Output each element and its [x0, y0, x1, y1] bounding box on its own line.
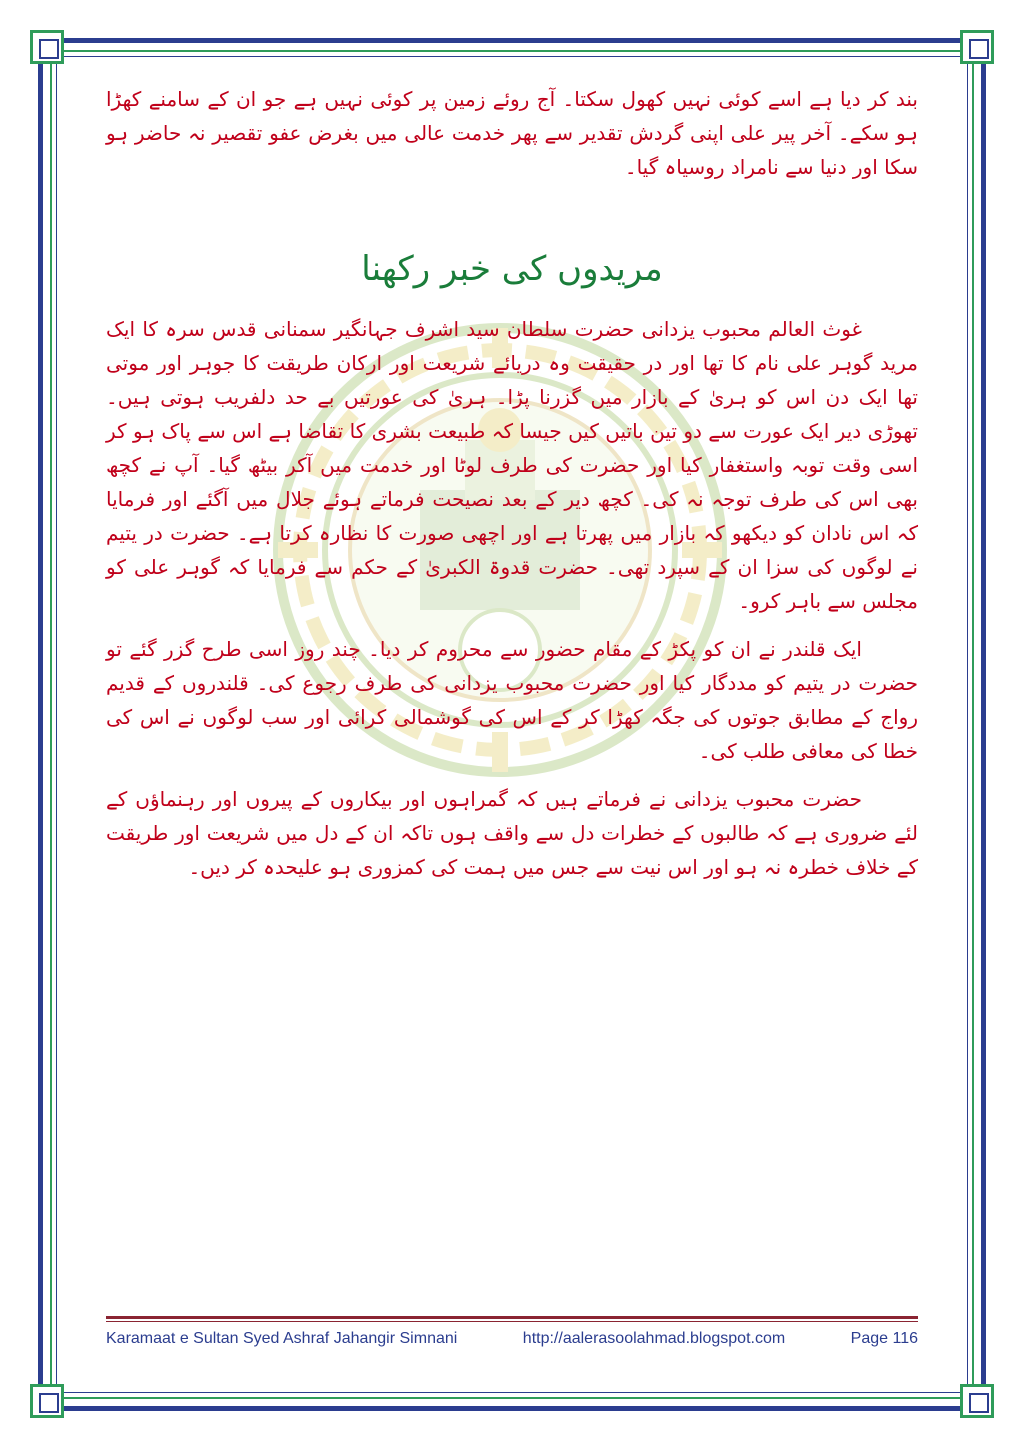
corner-ornament-icon — [960, 1384, 994, 1418]
section-heading: مریدوں کی خبر رکھنا — [361, 249, 663, 289]
page-footer — [106, 1328, 918, 1350]
corner-ornament-icon — [960, 30, 994, 64]
paragraph-3: حضرت محبوب یزدانی نے فرماتے ہیں کہ گمراہوں اور بیکاروں کے پیروں اور رہنماؤں کے لئے ضروری ہے کہ طالبوں کے خطرات دل سے واقف ہوں تاکہ ان کے دل میں شریعت اور طریقت کے خلاف خطرہ نہ ہو اور اس نیت سے جس میں ہمت کی کمزوری ہو علیحدہ کر دیں۔ — [106, 787, 918, 879]
paragraph-2: ایک قلندر نے ان کو پکڑ کے مقام حضور سے محروم کر دیا۔ چند روز اسی طرح گزر گئے تو حضرت در یتیم کو مددگار کیا اور حضرت محبوب یزدانی کی طرف رجوع کی۔ قلندروں کے قدیم رواج کے مطابق جوتوں کی جگہ کھڑا کر کے اس کی گوشمالی کرائی اور سب لوگوں نے اس کی خطا کی معافی طلب کی۔ — [106, 637, 918, 763]
paragraph-top: بند کر دیا ہے اسے کوئی نہیں کھول سکتا۔ آج روئے زمین پر کوئی نہیں ہے جو ان کے سامنے کھڑا ہو سکے۔ آخر پیر علی اپنی گردش تقدیر سے پھر خدمت عالی میں بغرض عفو تقصیر نہ حاضر ہو سکا اور دنیا سے نامراد روسیاہ گیا۔ — [106, 87, 918, 179]
footer-rule-thin — [106, 1321, 918, 1322]
corner-ornament-icon — [30, 1384, 64, 1418]
footer-rule — [106, 1316, 918, 1319]
paragraph-1: غوث العالم محبوب یزدانی حضرت سلطان سید اشرف جہانگیر سمنانی قدس سرہ کا ایک مرید گوہر علی نام کا تھا اور در حقیقت وہ دریائے شریعت اور ارکان طریقت کا جوہر اور موتی تھا ایک دن اس کو ہریٰ کے بازار میں گزرنا پڑا۔ ہریٰ کی عورتیں بے حد دلفریب ہوتی ہیں۔ تھوڑی دیر ایک عورت سے دو تین باتیں کیں جیسا کہ طبیعت بشری کا تقاضا ہے اس سے پاک ہو کر اسی وقت توبہ واستغفار کیا اور حضرت کی طرف لوٹا اور خدمت میں آکر بیٹھ گیا۔ آپ نے کچھ بھی اس کی طرف توجہ نہ کی۔ کچھ دیر کے بعد نصیحت فرماتے ہوئے جلال میں آگئے اور فرمایا کہ اس نادان کو دیکھو کہ بازار میں پھرتا ہے اور اچھی صورت کا نظارہ کرتا ہے۔ حضرت در یتیم نے لوگوں کی سزا ان کے سپرد تھی۔ حضرت قدوۃ الکبریٰ کے حکم سے فرمایا کہ گوہر علی کو مجلس سے باہر کرو۔ — [106, 317, 919, 613]
footer-url-link[interactable]: http://aalerasoolahmad.blogspot.com — [522, 1330, 786, 1347]
corner-ornament-icon — [30, 30, 64, 64]
page-content — [106, 82, 918, 884]
footer-page-number: Page 116 — [850, 1330, 918, 1347]
footer-book-title: Karamaat e Sultan Syed Ashraf Jahangir Simnani — [106, 1330, 458, 1347]
